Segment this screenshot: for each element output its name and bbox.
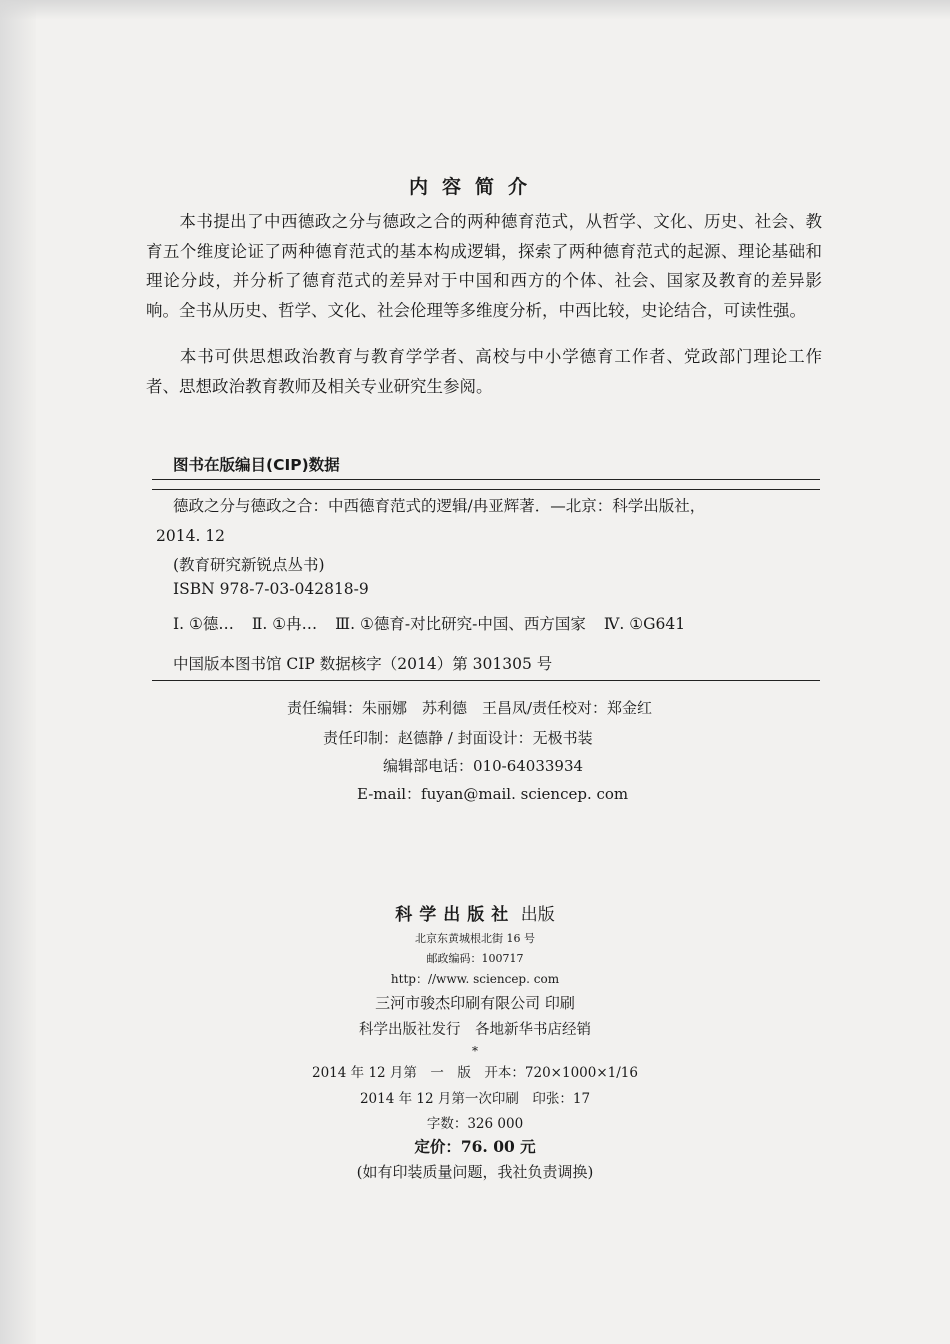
blurb-paragraph-1-text: 本书提出了中西德政之分与德政之合的两种德育范式，从哲学、文化、历史、社会、教育五个维度论证了两种德育范式的基本构成逻辑，探索了两种德育范式的起源、理论基础和理论分歧，并分析了德育范式的差异对于中国和西方的个体、社会、国家及教育的差异影响。全书从历史、哲学、文化、社会伦理等多维度分析，中西比较，史论结合，可读性强。 (146, 212, 822, 320)
impression-line: 2014 年 12 月第一次印刷 印张：17 (359, 1091, 591, 1107)
cip-class-1: Ⅰ. ①德… (173, 615, 234, 633)
publisher-website: http：//www. sciencep. com (390, 972, 560, 986)
price: 定价：76. 00 元 (414, 1137, 536, 1156)
cip-class-3: Ⅲ. ①德育-对比研究-中国、西方国家 (335, 615, 586, 633)
cip-series-line: (教育研究新锐点丛书) (173, 556, 325, 574)
cip-top-rule (152, 479, 820, 480)
blurb-paragraph-2 (146, 342, 822, 401)
distribution-line: 科学出版社发行 各地新华书店经销 (359, 1022, 591, 1038)
publisher-name: 科学出版社 (395, 905, 516, 925)
cip-date-line: 2014. 12 (156, 527, 226, 545)
publisher-suffix: 出版 (520, 905, 555, 925)
cip-bottom-rule (152, 680, 820, 681)
printer-line: 三河市骏杰印刷有限公司 印刷 (375, 994, 575, 1012)
editorial-phone: 编辑部电话：010-64033934 (383, 757, 584, 775)
cip-isbn-line: ISBN 978-7-03-042818-9 (173, 580, 369, 598)
cip-second-rule (152, 489, 820, 490)
word-count: 字数：326 000 (426, 1116, 524, 1132)
blurb-paragraph-2-text: 本书可供思想政治教育与教育学学者、高校与中小学德育工作者、党政部门理论工作者、思想政治教育教师及相关专业研究生参阅。 (146, 347, 822, 396)
blurb-title: 内容简介 (408, 176, 541, 198)
publisher-address: 北京东黄城根北街 16 号 (415, 932, 535, 945)
blurb-paragraph-1 (146, 207, 822, 325)
cip-class-2: Ⅱ. ①冉… (251, 615, 318, 633)
cip-number-line: 中国版本图书馆 CIP 数据核字（2014）第 301305 号 (173, 655, 553, 673)
publisher-line (0, 900, 950, 925)
separator-star: * (472, 1044, 478, 1058)
cip-classification-line (173, 612, 685, 634)
edition-line: 2014 年 12 月第 一 版 开本：720×1000×1/16 (312, 1065, 638, 1081)
editorial-email: E-mail：fuyan@mail. sciencep. com (357, 785, 629, 803)
publisher-postcode: 邮政编码：100717 (426, 952, 524, 965)
cip-heading: 图书在版编目(CIP)数据 (173, 456, 340, 474)
quality-notice: (如有印装质量问题，我社负责调换) (356, 1163, 594, 1181)
cip-class-4: Ⅳ. ①G641 (603, 615, 686, 633)
editors-credit: 责任编辑：朱丽娜 苏利德 王昌凤/责任校对：郑金红 (287, 699, 653, 717)
printing-design-credit: 责任印制：赵德静 / 封面设计：无极书装 (323, 729, 593, 747)
page-top-shadow (0, 0, 950, 20)
cip-title-line: 德政之分与德政之合：中西德育范式的逻辑/冉亚辉著．—北京：科学出版社， (173, 497, 706, 515)
